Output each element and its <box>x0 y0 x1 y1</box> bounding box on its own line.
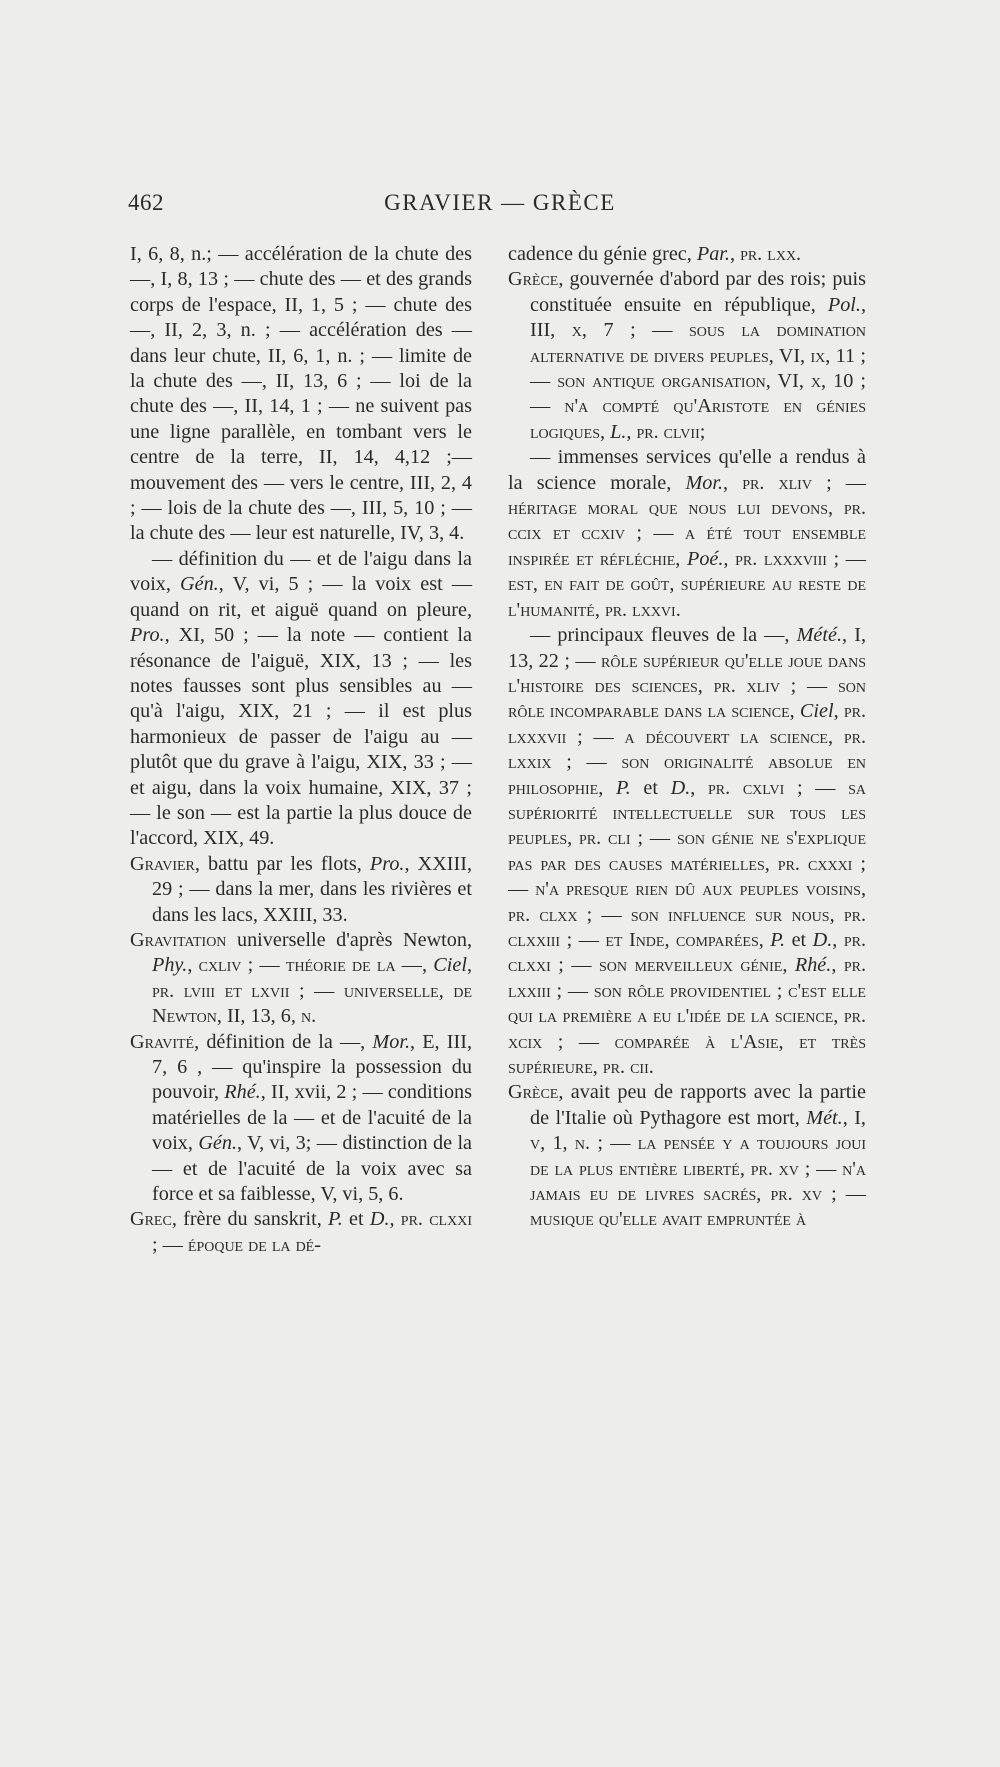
headword: Gravité <box>130 1030 195 1053</box>
paragraph-grece-moral: — immenses services qu'elle a rendus à la science morale, Mor., pr. xliv ; — héritage moral que nous lui devons, pr. ccix et ccxiv ; — a été tout ensemble inspirée et réfléchie, Poé., pr. lxxxviii ; — est, en fait de goût, supérieure au reste de l'humanité, pr. lxxvi. <box>508 446 866 621</box>
headword: Gravitation <box>130 928 227 951</box>
headword: Grec <box>130 1208 172 1231</box>
headword: Grèce <box>508 268 559 291</box>
right-column <box>508 242 866 1233</box>
paragraph-grave-voice: — définition du — et de l'aigu dans la voix, Gén., V, vi, 5 ; — la voix est — quand on rit, et aiguë quand on pleure, Pro., XI, 50 ; — la note — contient la résonance de l'aiguë, XIX, 13 ; — les notes fausses sont plus sensibles au — qu'à l'aigu, XIX, 21 ; — il est plus harmonieux de passer de l'aigu au — plutôt que du grave à l'aigu, XIX, 33 ; — et aigu, dans la voix humaine, XIX, 37 ; — le son — est la partie la plus douce de l'accord, XIX, 49. <box>130 547 473 850</box>
page-number: 462 <box>128 190 164 215</box>
headword: Grèce <box>508 1081 559 1104</box>
entry-grece-2: Grèce, avait peu de rapports avec la partie de l'Italie où Pythagore est mort, Mét., I, v, 1, n. ; — la pensée y a toujours joui de la plus entière liberté, pr. xv ; — n'a jamais eu de livres sacrés, pr. xv ; — musique qu'elle avait empruntée à <box>508 1081 866 1231</box>
running-head: GRAVIER — GRÈCE <box>384 190 616 215</box>
entry-gravite: Gravité, définition de la —, Mor., E, III, 7, 6 , — qu'inspire la possession du pouvoir, Rhé., II, xvii, 2 ; — conditions matérielles de la — et de l'acuité de la voix, Gén., V, vi, 3; — distinction de la — et de l'acuité de la voix avec sa force et sa faiblesse, V, vi, 5, 6. <box>130 1030 473 1206</box>
left-column <box>130 242 472 1258</box>
entry-grece-1: Grèce, gouvernée d'abord par des rois; puis constituée ensuite en république, Pol., III, x, 7 ; — sous la domination alternative de divers peuples, VI, ix, 11 ; — son antique organisation, VI, x, 10 ; — n'a compté qu'Aristote en génies logiques, L., pr. clvii; <box>508 268 866 443</box>
entry-gravitation: Gravitation universelle d'après Newton, Phy., cxliv ; — théorie de la —, Ciel, pr. lviii et lxvii ; — universelle, de Newton, II, 13, 6, n. <box>130 928 472 1028</box>
entry-gravier: Gravier, battu par les flots, Pro., XXIII, 29 ; — dans la mer, dans les rivières et dans les lacs, XXIII, 33. <box>130 852 472 926</box>
paragraph-continuation-right: cadence du génie grec, Par., pr. lxx. <box>508 243 802 265</box>
paragraph-grece-science: — principaux fleuves de la —, Mété., I, 13, 22 ; — rôle supérieur qu'elle joue dans l'histoire des sciences, pr. xliv ; — son rôle incomparable dans la science, Ciel, pr. lxxxvii ; — a découvert la science, pr. lxxix ; — son originalité absolue en philosophie, P. et D., pr. cxlvi ; — sa supériorité intellectuelle sur tous les peuples, pr. cli ; — son génie ne s'explique pas par des causes matérielles, pr. cxxxi ; — n'a presque rien dû aux peuples voisins, pr. clxx ; — son influence sur nous, pr. clxxiii ; — et Inde, comparées, P. et D., pr. clxxi ; — son merveilleux génie, Rhé., pr. lxxiii ; — son rôle providentiel ; c'est elle qui la première a eu l'idée de la science, pr. xcix ; — comparée à l'Asie, et très supérieure, pr. cii. <box>508 624 867 1078</box>
ref-pro: Pro. <box>130 624 165 647</box>
paragraph-continuation: I, 6, 8, n.; — accélération de la chute des —, I, 8, 13 ; — chute des — et des grands corps de l'espace, II, 1, 5 ; — chute des —, II, 2, 3, n. ; — accélération des — dans leur chute, II, 6, 1, n. ; — limite de la chute des —, II, 13, 6 ; — loi de la chute des —, II, 14, 1 ; — ne suivent pas une ligne parallèle, en tombant vers le centre de la terre, II, 14, 4,12 ;— mouvement des — vers le centre, III, 2, 4 ; — lois de la chute des —, III, 5, 10 ; — la chute des — leur est naturelle, IV, 3, 4. <box>130 243 472 545</box>
entry-grec: Grec, frère du sanskrit, P. et D., pr. clxxi ; — époque de la dé- <box>130 1208 472 1256</box>
headword: Gravier <box>130 852 195 875</box>
ref-gen: Gén. <box>180 573 219 596</box>
